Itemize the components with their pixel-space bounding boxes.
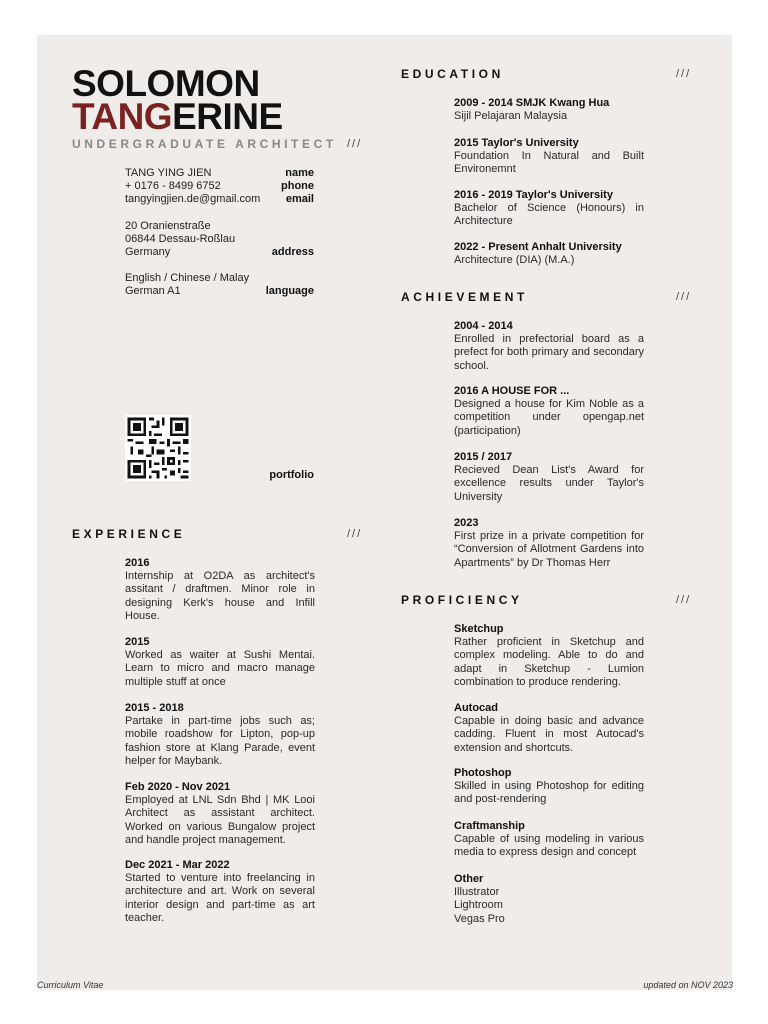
entry-title: 2023 bbox=[454, 517, 479, 529]
portfolio-label: portfolio bbox=[269, 469, 314, 481]
experience-entry bbox=[125, 702, 315, 768]
proficiency-entry bbox=[454, 767, 644, 807]
entry-title: 2015 / 2017 bbox=[454, 451, 513, 463]
first-name: SOLOMON bbox=[72, 63, 260, 104]
entry-title: 2015 - 2018 bbox=[125, 702, 184, 714]
address-line-1: 20 Oranienstraße bbox=[125, 220, 211, 232]
entry-title: 2022 - Present Anhalt University bbox=[454, 241, 622, 253]
entry-title: 2016 A HOUSE FOR ... bbox=[454, 385, 570, 397]
entry-body: Bachelor of Science (Honours) in Architecture bbox=[454, 202, 644, 228]
entry-body: Enrolled in prefectorial board as a prefect for both primary and secondary school. bbox=[454, 333, 644, 372]
contact-email-value: tangyingjien.de@gmail.com bbox=[125, 193, 261, 205]
contact-phone-value: + 0176 - 8499 6752 bbox=[125, 180, 221, 192]
entry-body: Employed at LNL Sdn Bhd | MK Looi Architect as assistant architect. Worked on various Bungalow project and handle project management. bbox=[125, 794, 315, 846]
entry-title: 2004 - 2014 bbox=[454, 320, 513, 332]
education-entry bbox=[454, 189, 644, 229]
last-name-rest: ERINE bbox=[172, 96, 283, 137]
entry-body: Partake in part-time jobs such as; mobile roadshow for Lipton, pop-up fashion store at Klang Parade, event helper for Maybank. bbox=[125, 715, 315, 767]
address-line-2: 06844 Dessau-Roßlau bbox=[125, 233, 236, 245]
entry-title: Dec 2021 - Mar 2022 bbox=[125, 859, 230, 871]
divider-mark: /// bbox=[676, 594, 692, 606]
entry-title: 2015 bbox=[125, 636, 150, 648]
job-title: UNDERGRADUATE ARCHITECT bbox=[72, 137, 337, 151]
entry-title: Autocad bbox=[454, 702, 498, 714]
proficiency-entry bbox=[454, 873, 644, 926]
footer-left: Curriculum Vitae bbox=[37, 980, 104, 990]
entry-body: Capable in doing basic and advance cadding. Fluent in most Autocad's extension and shortcuts. bbox=[454, 715, 644, 754]
language-line-1: English / Chinese / Malay bbox=[125, 272, 250, 284]
entry-title: Photoshop bbox=[454, 767, 512, 779]
entry-title: Feb 2020 - Nov 2021 bbox=[125, 781, 231, 793]
entry-body: Internship at O2DA as architect's assitant / draftmen. Minor role in designing Kerk's house and Infill House. bbox=[125, 570, 315, 622]
entry-body: Sijil Pelajaran Malaysia bbox=[454, 110, 568, 123]
divider-mark: /// bbox=[676, 68, 692, 80]
last-name bbox=[72, 96, 283, 137]
contact-phone-label: phone bbox=[281, 180, 314, 192]
language-line-2: German A1 bbox=[125, 285, 181, 297]
entry-body: Recieved Dean List's Award for excellence results under Taylor's University bbox=[454, 464, 644, 503]
contact-name-label: name bbox=[285, 167, 314, 179]
entry-body: Started to venture into freelancing in architecture and art. Work on several interior design and part-time as art teacher. bbox=[125, 872, 315, 924]
entry-body: Worked as waiter at Sushi Mentai. Learn to micro and macro manage multiple stuff at once bbox=[125, 649, 315, 688]
entry-body: Foundation In Natural and Built Environemnt bbox=[454, 150, 644, 176]
proficiency-entry bbox=[454, 702, 644, 755]
contact-name-value: TANG YING JIEN bbox=[125, 167, 212, 179]
entry-title: 2009 - 2014 SMJK Kwang Hua bbox=[454, 97, 610, 109]
entry-title: 2016 - 2019 Taylor's University bbox=[454, 189, 613, 201]
achievement-entry bbox=[454, 385, 644, 438]
experience-entry bbox=[125, 557, 315, 623]
divider-mark: /// bbox=[347, 138, 363, 150]
achievement-entry bbox=[454, 451, 644, 504]
entry-title: Craftmanship bbox=[454, 820, 525, 832]
entry-title: 2015 Taylor's University bbox=[454, 137, 579, 149]
entry-title: Sketchup bbox=[454, 623, 504, 635]
education-entry bbox=[454, 97, 644, 123]
address-label: address bbox=[271, 246, 314, 258]
experience-entry bbox=[125, 859, 315, 925]
proficiency-entry bbox=[454, 820, 644, 860]
entry-body: Rather proficient in Sketchup and complex modeling. Able to do and adapt in Sketchup - Lumion combination to produce rendering. bbox=[454, 636, 644, 688]
entry-title: 2016 bbox=[125, 557, 150, 569]
experience-entry bbox=[125, 781, 315, 847]
achievement-entry bbox=[454, 517, 644, 570]
proficiency-entry bbox=[454, 623, 644, 689]
achievement-entry bbox=[454, 320, 644, 373]
contact-email-label: email bbox=[285, 193, 314, 205]
divider-mark: /// bbox=[347, 528, 363, 540]
last-name-accent: TANG bbox=[72, 96, 173, 137]
experience-entry bbox=[125, 636, 315, 689]
entry-body: Illustrator Lightroom Vegas Pro bbox=[454, 886, 505, 925]
education-entry bbox=[454, 137, 644, 177]
proficiency-heading: PROFICIENCY bbox=[401, 593, 523, 607]
entry-body: Capable of using modeling in various media to express design and concept bbox=[454, 833, 644, 859]
entry-body: Designed a house for Kim Noble as a competition under opengap.net (participation) bbox=[454, 398, 644, 437]
qr-code-icon[interactable] bbox=[125, 415, 191, 481]
education-heading: EDUCATION bbox=[401, 67, 504, 81]
address-line-3: Germany bbox=[125, 246, 171, 258]
divider-mark: /// bbox=[676, 291, 692, 303]
entry-body: Architecture (DIA) (M.A.) bbox=[454, 254, 575, 267]
achievement-heading: ACHIEVEMENT bbox=[401, 290, 528, 304]
footer-right: updated on NOV 2023 bbox=[643, 980, 733, 990]
education-entry bbox=[454, 241, 644, 267]
experience-heading: EXPERIENCE bbox=[72, 527, 186, 541]
language-label: language bbox=[265, 285, 314, 297]
entry-body: First prize in a private competition for “Conversion of Allotment Gardens into Apartments” by Dr Thomas Herr bbox=[454, 530, 644, 569]
entry-title: Other bbox=[454, 873, 484, 885]
entry-body: Skilled in using Photoshop for editing and post-rendering bbox=[454, 780, 644, 806]
